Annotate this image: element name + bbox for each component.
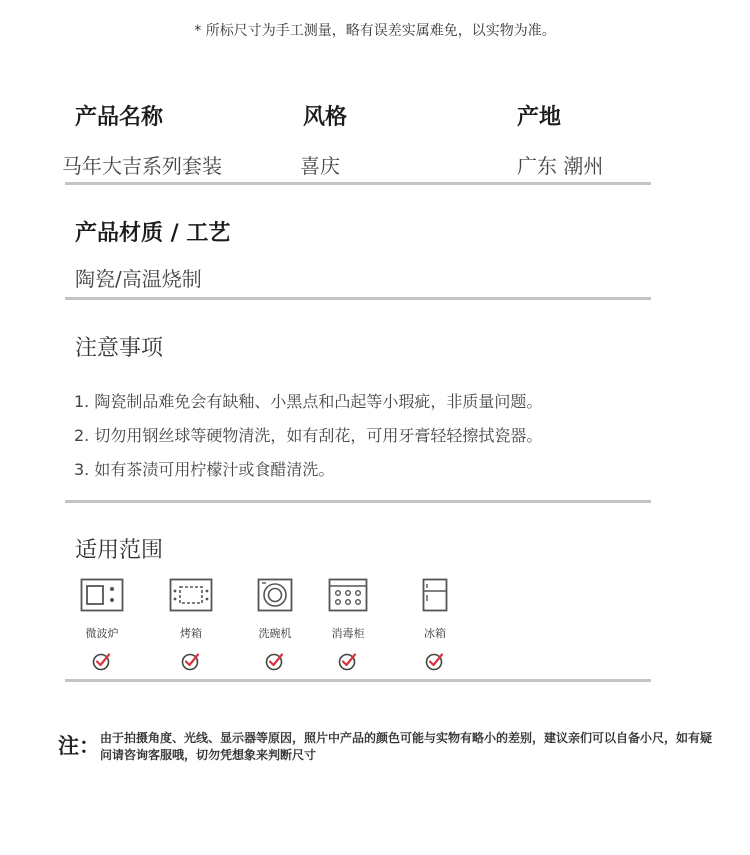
appliance-label: 微波炉: [85, 627, 119, 640]
check-icon: [265, 651, 285, 671]
origin-label: 产地: [517, 105, 562, 130]
divider: [65, 182, 651, 185]
style-value: 喜庆: [300, 154, 340, 178]
product-name-label: 产品名称: [75, 105, 164, 130]
check-icon: [338, 651, 358, 671]
notes-item: 3. 如有茶渍可用柠檬汁或食醋清洗。: [74, 460, 335, 479]
footer-note-mark: 注：: [58, 734, 100, 758]
appliance-label: 消毒柜: [331, 627, 365, 640]
fridge-icon: [413, 578, 457, 612]
oven-icon: [169, 578, 213, 612]
appliance-oven: [161, 578, 221, 675]
measurement-note: * 所标尺寸为手工测量，略有误差实属难免，以实物为准。: [194, 23, 556, 39]
appliance-fridge: [405, 578, 465, 675]
divider: [65, 500, 651, 503]
microwave-icon: [80, 578, 124, 612]
origin-value: 广东 潮州: [517, 154, 604, 178]
footer-note-text: 由于拍摄角度、光线、显示器等原因，照片中产品的颜色可能与实物有略小的差别，建议亲们可以自备小尺，如有疑问请咨询客服哦，切勿凭想象来判断尺寸: [100, 731, 713, 762]
notes-title: 注意事项: [75, 336, 164, 361]
notes-item: 1. 陶瓷制品难免会有缺釉、小黑点和凸起等小瑕疵，非质量问题。: [74, 392, 543, 411]
appliance-label: 烤箱: [180, 627, 202, 640]
sterilizer-icon: [326, 578, 370, 612]
notes-item: 2. 切勿用钢丝球等硬物清洗，如有刮花，可用牙膏轻轻擦拭瓷器。: [74, 426, 543, 445]
material-value: 陶瓷/高温烧制: [75, 267, 202, 291]
style-label: 风格: [303, 105, 348, 130]
material-label: 产品材质 / 工艺: [75, 221, 231, 246]
appliance-sterilizer: [318, 578, 378, 675]
check-icon: [181, 651, 201, 671]
check-icon: [92, 651, 112, 671]
usage-title: 适用范围: [75, 538, 164, 563]
product-name-value: 马年大吉系列套装: [62, 154, 222, 178]
appliance-dishwasher: [245, 578, 305, 675]
divider: [65, 297, 651, 300]
appliance-label: 洗碗机: [258, 627, 292, 640]
appliance-label: 冰箱: [424, 627, 446, 640]
check-icon: [425, 651, 445, 671]
dishwasher-icon: [253, 578, 297, 612]
appliance-microwave: [72, 578, 132, 675]
divider: [65, 679, 651, 682]
